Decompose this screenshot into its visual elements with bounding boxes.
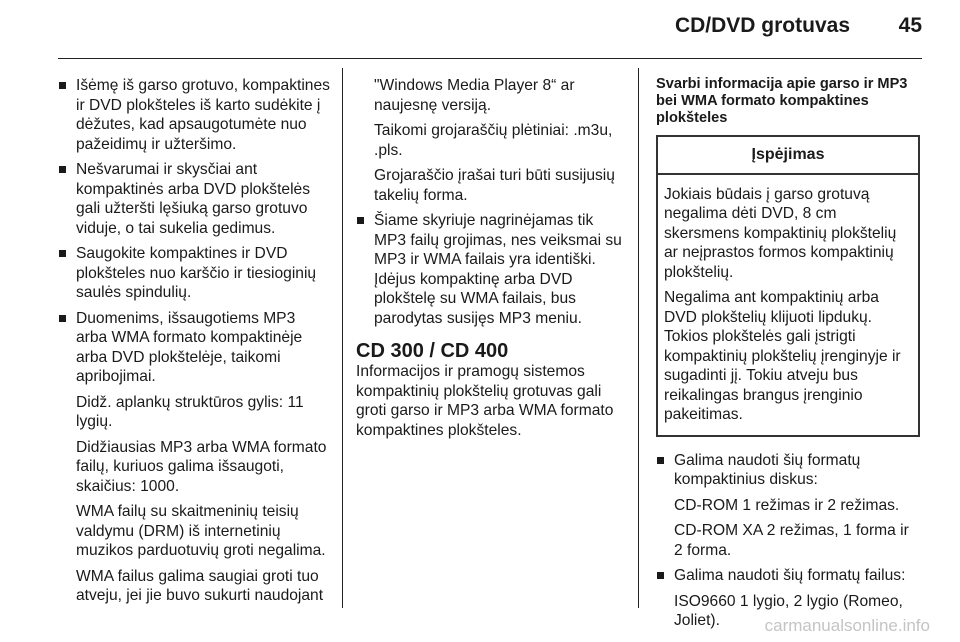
paragraph: Didž. aplankų struktūros gylis: 11 lygių. [76,393,304,430]
bullet-item: Duomenims, išsaugotiems MP3 arba WMA formato kompaktinėje arba DVD plokštelėje, taikomi apribojimai. [58,309,330,387]
section-text: Informacijos ir pramogų sistemos kompaktinių plokštelių grotuvas gali groti garso ir MP3 arba WMA formato kompaktines plokšteles. [356,363,614,439]
warning-paragraph: Jokiais būdais į garso grotuvą negalima dėti DVD, 8 cm skersmens kompaktinių plokštelių ar neįprastos formos kompaktinių plokštelių. [664,185,897,281]
right-column [656,76,920,637]
paragraph: WMA failų su skaitmeninių teisių valdymu (DRM) iš internetinių muzikos parduotuvių groti negalima. [76,503,326,559]
bullet-item: Nešvarumai ir skysčiai ant kompaktinės arba DVD plokštelės gali užteršti lęšiuką garso grotuvo viduje, o tai sukelia gedimus. [58,160,330,238]
paragraph: Grojaraščio įrašai turi būti susijusių takelių forma. [374,167,615,204]
page-number: 45 [898,14,922,37]
sub-paragraph: ISO9660 1 lygio, 2 lygio (Romeo, Joliet). [674,592,903,629]
sub-paragraph: CD-ROM XA 2 režimas, 1 forma ir 2 forma. [674,522,909,559]
bullet-item: Galima naudoti šių formatų kompaktinius diskus: [656,451,920,490]
watermark: carmanualsonline.info [764,616,930,635]
bullet-item: Galima naudoti šių formatų failus: [656,566,920,586]
bullet-item: Išėmę iš garso grotuvo, kompaktines ir DVD plokšteles iš karto sudėkite į dėžutes, kad apsaugotumėte nuo pažeidimų ir užteršimo. [58,76,330,154]
column-divider-right [638,68,639,608]
page-title: CD/DVD grotuvas [674,14,850,37]
left-column [58,76,330,612]
paragraph: WMA failus galima saugiai groti tuo atveju, jei jie buvo sukurti naudojant [76,567,324,604]
sub-paragraph: CD-ROM 1 režimas ir 2 režimas. [674,496,900,514]
warning-body [658,175,918,435]
bullet-item: Saugokite kompaktines ir DVD plokšteles nuo karščio ir tiesioginių saulės spindulių. [58,244,330,303]
paragraph: "Windows Media Player 8“ ar naujesnę versiją. [374,77,575,114]
warning-title: Įspėjimas [658,137,918,175]
bullet-item: Šiame skyriuje nagrinėjamas tik MP3 failų grojimas, nes veiksmai su MP3 ir WMA failais yra identiški. Įdėjus kompaktinę arba DVD plokštelę su WMA failais, bus parodytas susijęs MP3 meniu. [356,211,626,328]
info-heading: Svarbi informacija apie garso ir MP3 bei WMA formato kompaktines plokšteles [656,76,908,126]
paragraph: Taikomi grojaraščių plėtiniai: .m3u, .pls. [374,122,613,159]
header-divider [58,58,922,59]
column-divider-left [342,68,343,608]
paragraph: Didžiausias MP3 arba WMA formato failų, kuriuos galima išsaugoti, skaičius: 1000. [76,438,327,495]
section-heading: CD 300 / CD 400 [356,340,509,362]
warning-paragraph: Negalima ant kompaktinių arba DVD plokštelių klijuoti lipdukų. Tokios plokštelės gali įstrigti kompaktinių plokštelių įrenginyje ir sugadinti jį. Tokiu atveju bus reikalingas brangus įrenginio pakeitimas. [664,289,901,423]
warning-box [656,135,920,437]
middle-column [356,76,626,446]
